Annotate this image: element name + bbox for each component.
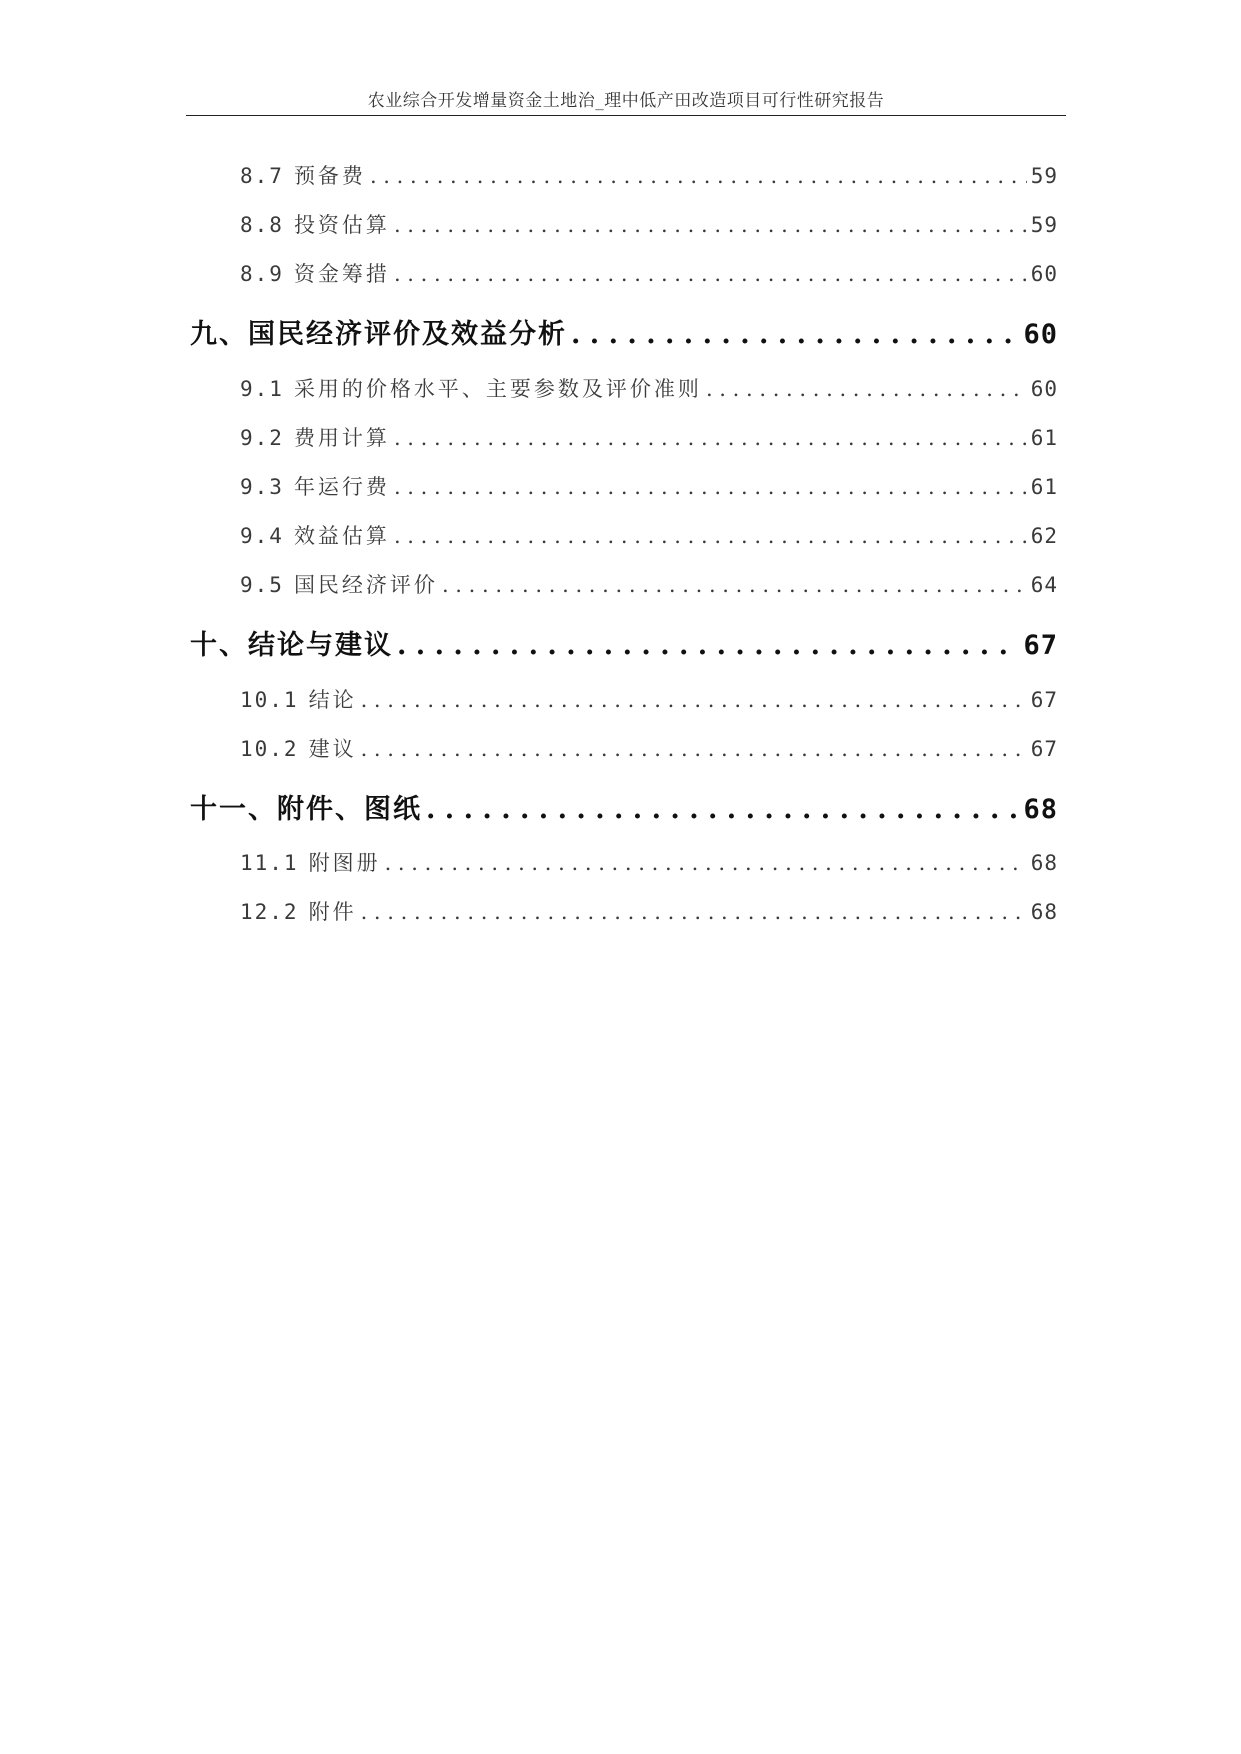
toc-chapter-10[interactable] <box>190 623 1058 662</box>
toc-entry-9-1[interactable] <box>240 373 1058 403</box>
toc-entry-8-7[interactable] <box>240 160 1058 190</box>
toc-entry-page: 61 <box>1030 426 1058 450</box>
dot-leader <box>442 573 1027 597</box>
toc-entry-9-2[interactable] <box>240 422 1058 452</box>
dot-leader <box>361 737 1027 761</box>
toc-entry-number: 10.1 <box>240 688 299 712</box>
toc-entry-number: 8.9 <box>240 262 284 286</box>
toc-entry-page: 64 <box>1030 573 1058 597</box>
toc-entry-page: 67 <box>1030 737 1058 761</box>
toc-entry-page: 67 <box>1030 688 1058 712</box>
toc-entry-label: 费用计算 <box>293 426 390 450</box>
toc-entry-number: 8.7 <box>240 164 284 188</box>
toc-entry-8-8[interactable] <box>240 209 1058 239</box>
toc-entry-11-1[interactable] <box>240 847 1058 877</box>
toc-chapter-page: 68 <box>1023 794 1058 825</box>
toc-chapter-label: 十、结论与建议 <box>190 630 393 661</box>
toc-chapter-9[interactable] <box>190 312 1058 351</box>
toc-entry-8-9[interactable] <box>240 258 1058 288</box>
toc-entry-9-4[interactable] <box>240 520 1058 550</box>
toc-entry-9-3[interactable] <box>240 471 1058 501</box>
dot-leader <box>394 426 1027 450</box>
toc-entry-label: 附图册 <box>308 851 381 875</box>
toc-entry-page: 60 <box>1030 377 1058 401</box>
toc-entry-label: 附件 <box>308 900 357 924</box>
toc-entry-number: 10.2 <box>240 737 299 761</box>
toc-entry-page: 62 <box>1030 524 1058 548</box>
dot-leader <box>397 630 1019 661</box>
toc-entry-number: 11.1 <box>240 851 299 875</box>
toc-entry-page: 68 <box>1030 851 1058 875</box>
dot-leader <box>385 851 1027 875</box>
toc-entry-label: 预备费 <box>293 164 366 188</box>
toc-entry-label: 效益估算 <box>293 524 390 548</box>
toc-entry-label: 国民经济评价 <box>293 573 438 597</box>
dot-leader <box>426 794 1019 825</box>
toc-entry-12-2[interactable] <box>240 896 1058 926</box>
dot-leader <box>394 475 1027 499</box>
toc-entry-number: 9.3 <box>240 475 284 499</box>
dot-leader <box>361 688 1027 712</box>
toc-entry-label: 资金筹措 <box>293 262 390 286</box>
toc-entry-page: 60 <box>1030 262 1058 286</box>
dot-leader <box>361 900 1027 924</box>
toc-entry-10-2[interactable] <box>240 733 1058 763</box>
dot-leader <box>706 377 1027 401</box>
dot-leader <box>571 319 1019 350</box>
toc-entry-label: 年运行费 <box>293 475 390 499</box>
toc-entry-number: 8.8 <box>240 213 284 237</box>
toc-entry-label: 建议 <box>308 737 357 761</box>
toc-entry-page: 68 <box>1030 900 1058 924</box>
toc-chapter-page: 60 <box>1023 319 1058 350</box>
toc-entry-number: 12.2 <box>240 900 299 924</box>
toc-entry-number: 9.4 <box>240 524 284 548</box>
toc-chapter-label: 十一、附件、图纸 <box>190 794 422 825</box>
toc-entry-label: 结论 <box>308 688 357 712</box>
dot-leader <box>394 262 1027 286</box>
toc-chapter-label: 九、国民经济评价及效益分析 <box>190 319 567 350</box>
toc-entry-9-5[interactable] <box>240 569 1058 599</box>
toc-entry-page: 59 <box>1030 164 1058 188</box>
toc-entry-10-1[interactable] <box>240 684 1058 714</box>
dot-leader <box>394 524 1027 548</box>
dot-leader <box>394 213 1027 237</box>
running-header: 农业综合开发增量资金土地治_理中低产田改造项目可行性研究报告 <box>367 91 885 111</box>
toc-entry-page: 59 <box>1030 213 1058 237</box>
toc-entry-page: 61 <box>1030 475 1058 499</box>
toc-entry-number: 9.1 <box>240 377 284 401</box>
toc-chapter-11[interactable] <box>190 787 1058 826</box>
dot-leader <box>370 164 1027 188</box>
toc-entry-number: 9.5 <box>240 573 284 597</box>
toc-chapter-page: 67 <box>1023 630 1058 661</box>
toc-entry-label: 采用的价格水平、主要参数及评价准则 <box>293 377 702 401</box>
toc-entry-label: 投资估算 <box>293 213 390 237</box>
toc-entry-number: 9.2 <box>240 426 284 450</box>
